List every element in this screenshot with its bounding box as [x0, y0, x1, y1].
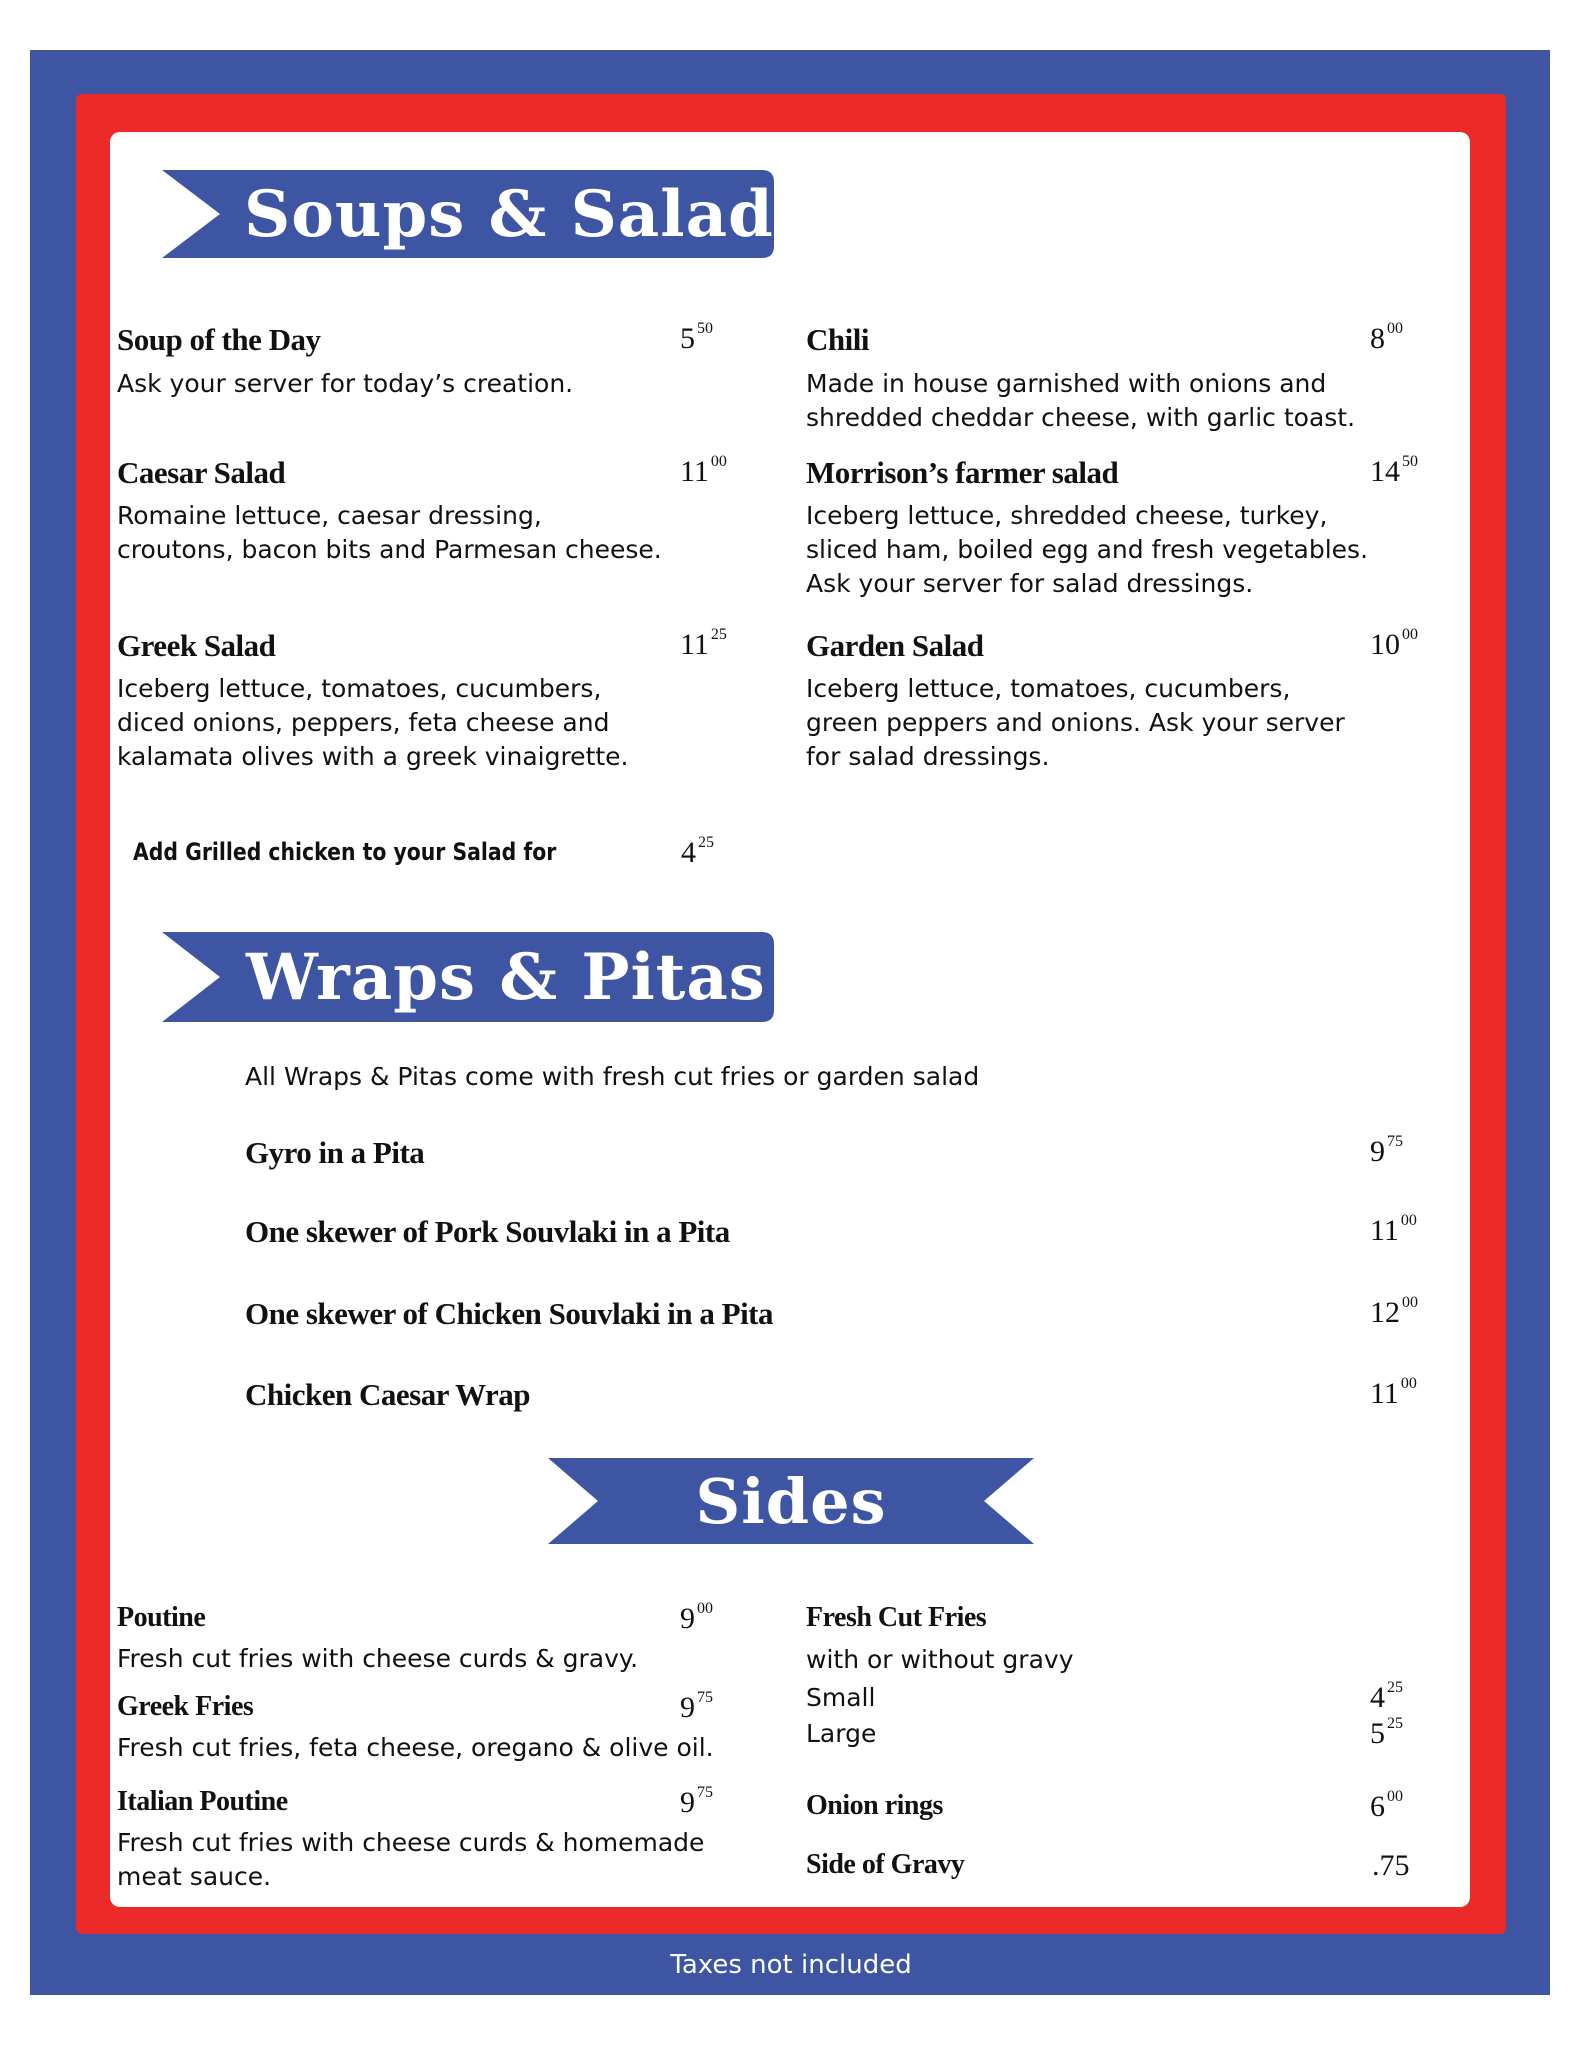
price-onion-rings: 6 $^{00}$ — [1370, 1788, 1403, 1823]
desc-chili: Made in house garnished with onions and shredded cheddar cheese, with garlic toast. — [806, 369, 1356, 432]
item-name-greek-fries: Greek Fries — [117, 1691, 254, 1722]
item-name-soup-of-the-day: Soup of the Day — [117, 322, 321, 357]
desc-caesar-salad: Romaine lettuce, caesar dressing, croutons, bacon bits and Parmesan cheese. — [117, 501, 662, 564]
price-soup-of-the-day: 5 $^{50}$ — [680, 320, 713, 355]
price-chicken-souvlaki: 12 $^{00}$ — [1370, 1294, 1418, 1329]
item-name-onion-rings: Onion rings — [806, 1790, 943, 1821]
desc-soup-of-the-day: Ask your server for today’s creation. — [117, 369, 574, 398]
soups-title: Soups & Salads — [244, 176, 811, 252]
price-greek-salad: 11 $^{25}$ — [680, 626, 727, 661]
addon-grilled-chicken: Add Grilled chicken to your Salad for — [133, 838, 557, 866]
wraps-title: Wraps & Pitas — [246, 939, 766, 1015]
label-fries-small: Small — [806, 1683, 876, 1712]
sides-banner — [548, 1458, 1034, 1544]
price-side-of-gravy: .75 — [1372, 1849, 1410, 1882]
wraps-banner — [162, 932, 774, 1022]
item-name-poutine: Poutine — [117, 1602, 206, 1633]
price-chili: 8 $^{00}$ — [1370, 320, 1403, 355]
item-name-chicken-souvlaki: One skewer of Chicken Souvlaki in a Pita — [245, 1296, 774, 1331]
item-name-farmer-salad: Morrison’s farmer salad — [806, 455, 1119, 490]
item-name-garden-salad: Garden Salad — [806, 628, 984, 663]
item-name-chili: Chili — [806, 322, 869, 357]
price-greek-fries: 9 $^{75}$ — [680, 1689, 713, 1724]
price-chicken-caesar-wrap: 11 $^{00}$ — [1370, 1375, 1417, 1410]
desc-greek-salad: Iceberg lettuce, tomatoes, cucumbers, diced onions, peppers, feta cheese and kalamata olives with a greek vinaigrette. — [117, 674, 629, 771]
wraps-note: All Wraps & Pitas come with fresh cut fries or garden salad — [245, 1062, 980, 1091]
price-fries-large: 5 $^{25}$ — [1370, 1715, 1403, 1750]
price-farmer-salad: 14 $^{50}$ — [1370, 453, 1418, 488]
desc-italian-poutine: Fresh cut fries with cheese curds & homemade meat sauce. — [117, 1828, 705, 1891]
footer-taxes-note: Taxes not included — [670, 1950, 912, 1980]
sides-title: Sides — [695, 1464, 887, 1538]
price-addon-grilled-chicken: 4 $^{25}$ — [681, 834, 714, 869]
price-fries-small: 4 $^{25}$ — [1370, 1679, 1403, 1714]
soups-banner — [162, 170, 811, 258]
price-poutine: 9 $^{00}$ — [680, 1600, 713, 1635]
price-pork-souvlaki: 11 $^{00}$ — [1370, 1212, 1417, 1247]
item-name-italian-poutine: Italian Poutine — [117, 1786, 288, 1817]
price-italian-poutine: 9 $^{75}$ — [680, 1784, 713, 1819]
item-name-greek-salad: Greek Salad — [117, 628, 276, 663]
item-name-side-of-gravy: Side of Gravy — [806, 1849, 965, 1880]
item-name-gyro: Gyro in a Pita — [245, 1135, 425, 1170]
item-name-fresh-cut-fries: Fresh Cut Fries — [806, 1602, 987, 1633]
item-name-chicken-caesar-wrap: Chicken Caesar Wrap — [245, 1377, 531, 1412]
desc-poutine: Fresh cut fries with cheese curds & gravy. — [117, 1644, 639, 1673]
desc-garden-salad: Iceberg lettuce, tomatoes, cucumbers, green peppers and onions. Ask your server for salad dressings. — [806, 674, 1345, 771]
desc-greek-fries: Fresh cut fries, feta cheese, oregano & olive oil. — [117, 1733, 714, 1762]
item-name-caesar-salad: Caesar Salad — [117, 455, 286, 490]
price-garden-salad: 10 $^{00}$ — [1370, 626, 1418, 661]
item-name-pork-souvlaki: One skewer of Pork Souvlaki in a Pita — [245, 1214, 730, 1249]
desc-farmer-salad: Iceberg lettuce, shredded cheese, turkey, sliced ham, boiled egg and fresh vegetables. Ask your server for salad dressings. — [806, 501, 1369, 598]
label-fries-large: Large — [806, 1719, 877, 1748]
price-gyro: 9 $^{75}$ — [1370, 1133, 1403, 1168]
desc-fresh-cut-fries: with or without gravy — [806, 1645, 1074, 1674]
price-caesar-salad: 11 $^{00}$ — [680, 453, 727, 488]
